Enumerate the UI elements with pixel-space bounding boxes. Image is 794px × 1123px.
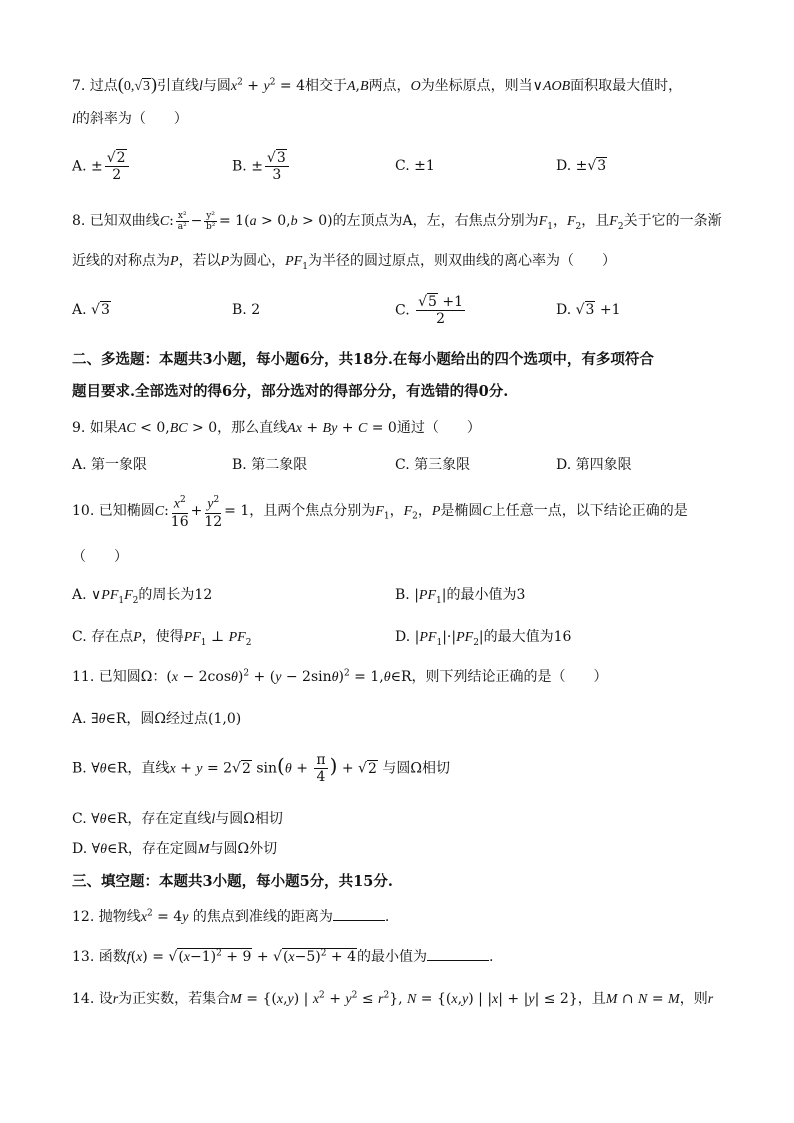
q10-line1: 10. 已知椭圆C: $\frac{x^2}{16}$ + $\frac{y^2}{12}$ = 1，且两个焦点分别为$F_1$，$F_2$，P是椭圆C上任意一点，以下结论正确的是	[72, 492, 688, 530]
q11-option-a: A. ∃θ∈R，圆Ω经过点(1,0)	[72, 711, 242, 727]
q13-text: 13. 函数$f(x) = √(x-1)^2 + 9 + √(x-5)^2 + 4$的最小值为 .	[72, 948, 494, 965]
q7-option-b: B. ± $\frac{√3}{3}$	[232, 150, 291, 183]
q10-option-b: B. $|PF_1|$的最小值为3	[395, 587, 526, 606]
q14-text: 14. 设r为正实数，若集合M = {(x,y) | $x^2 + y^2 \le r^2$}, N = {(x,y) | |x| + |y| ≤ 2}，且M ∩ N = M，则r	[72, 990, 714, 1007]
q10-option-d: D. $|PF_1|\cdot|PF_2|$的最大值为16	[395, 629, 572, 648]
q9-text: 9. 如果AC < 0,BC > 0，那么直线Ax + By + C = 0通过（ ）	[72, 420, 481, 436]
q7-option-c: C. ±1	[395, 158, 435, 174]
q11-option-b: B. ∀θ∈R，直线x + y = 2√2 sin(θ + $\frac{\pi}{4}$ ) + √2 与圆Ω相切	[72, 752, 450, 785]
q10-line2: （ ）	[72, 549, 128, 565]
q7-option-a: A. ± $\frac{√2}{2}$	[72, 150, 131, 183]
q11-option-c: C. ∀θ∈R，存在定直线l与圆Ω相切	[72, 811, 283, 827]
q10-option-a: A. $\vee PF_1F_2$的周长为12	[72, 587, 213, 606]
section2-line1: 二、多选题：本题共3小题，每小题6分，共18分.在每小题给出的四个选项中，有多项符合	[72, 351, 654, 368]
q11-option-d: D. ∀θ∈R，存在定圆M与圆Ω外切	[72, 841, 278, 857]
section2-line2: 题目要求.全部选对的得6分，部分选对的得部分分，有选错的得0分.	[72, 383, 509, 400]
q7-line1: 7. 过点(0,√3)引直线l与圆$x^2 + y^2 = 4$相交于A,B两点，O为坐标原点，则当∨AOB面积取最大值时，	[72, 74, 683, 94]
q7-option-d: D. ±√3	[556, 158, 607, 174]
q8-line2: 近线的对称点为P，若以P为圆心，$PF_1$为半径的圆过原点，则双曲线的离心率为（ ）	[72, 253, 616, 272]
section3-title: 三、填空题：本题共3小题，每小题5分，共15分.	[72, 873, 393, 890]
q8-option-c: C. $\frac{√5 +1}{2}$	[395, 294, 464, 327]
q9-option-d: D. 第四象限	[556, 457, 632, 473]
q8-option-b: B. 2	[232, 302, 261, 318]
q9-option-c: C. 第三象限	[395, 457, 471, 473]
q9-option-b: B. 第二象限	[232, 457, 308, 473]
q8-line1: 8. 已知双曲线C: $\frac{\text{x²}}{\text{a²}}$ − $\frac{\text{y²}}{\text{b²}}$ = 1(a > 0,b > 0)的左顶点为A，左，右焦点分别为$F_1$，$F_2$，且$F_2$关于它的一条渐	[72, 210, 722, 232]
q8-option-d: D. √3 +1	[556, 302, 621, 318]
q10-option-c: C. 存在点P，使得$PF_1$ ⊥ $PF_2$	[72, 629, 252, 648]
q7-line2: l的斜率为（ ）	[72, 111, 188, 127]
q11-line1: 11. 已知圆Ω：$(x - 2\cos\theta)^2 + (y - 2\sin\theta)^2$ = 1,θ∈R，则下列结论正确的是（ ）	[72, 668, 608, 685]
q12-text: 12. 抛物线$x^2 = 4y$ 的焦点到准线的距离为 .	[72, 908, 390, 925]
q9-option-a: A. 第一象限	[72, 457, 148, 473]
q8-option-a: A. √3	[72, 302, 110, 318]
